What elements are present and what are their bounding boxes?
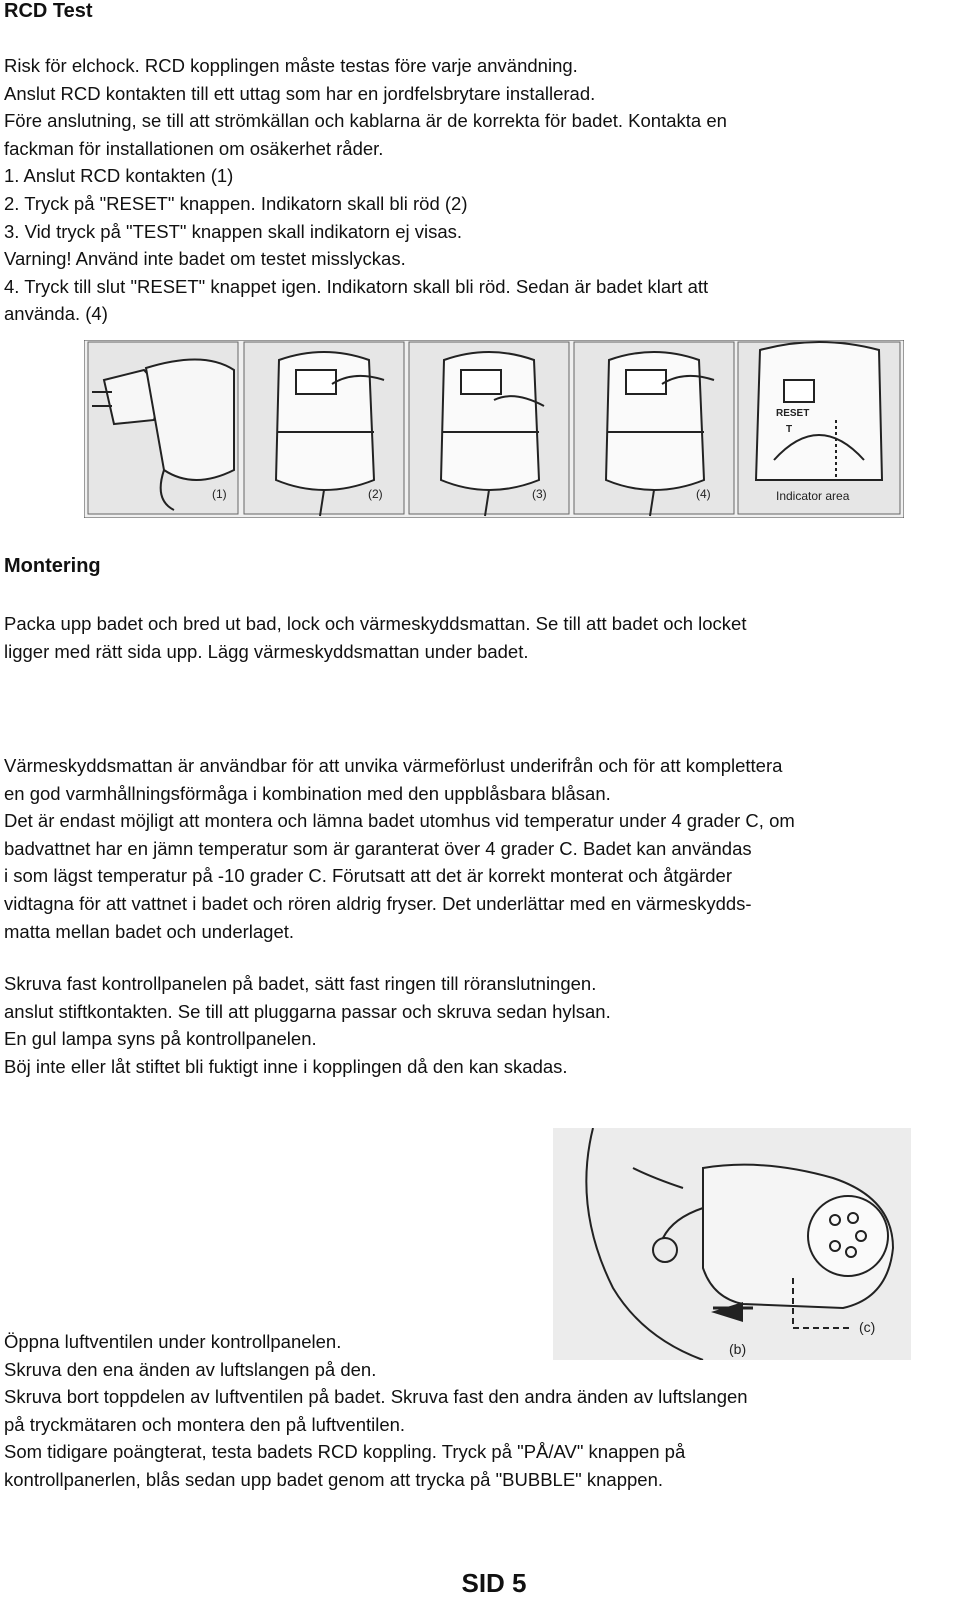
label-b: (b) xyxy=(729,1341,747,1357)
montering-paragraph-4 xyxy=(4,1328,748,1494)
reset-label: RESET xyxy=(776,408,810,419)
text-line: Packa upp badet och bred ut bad, lock och värmeskyddsmattan. Se till att badet och locket xyxy=(4,613,747,634)
text-line: en god varmhållningsförmåga i kombination med den uppblåsbara blåsan. xyxy=(4,782,611,804)
text-line: badvattnet har en jämn temperatur som är garanterat över 4 grader C. Badet kan användas xyxy=(4,837,752,859)
text-line: 3. Vid tryck på "TEST" knappen skall indikatorn ej visas. xyxy=(4,220,463,242)
text-line: Värmeskyddsmattan är användbar för att unvika värmeförlust underifrån och för att komplettera xyxy=(4,755,783,776)
text-line: Det är endast möjligt att montera och lämna badet utomhus vid temperatur under 4 grader C, om xyxy=(4,810,795,832)
text-line: Före anslutning, se till att strömkällan och kablarna är de korrekta för badet. Kontakta en xyxy=(4,110,727,132)
text-line: 4. Tryck till slut "RESET" knappet igen. Indikatorn skall bli röd. Sedan är badet klart att xyxy=(4,275,709,297)
text-line: fackman för installationen om osäkerhet råder. xyxy=(4,137,384,159)
text-line: använda. (4) xyxy=(4,303,108,325)
text-line: Varning! Använd inte badet om testet misslyckas. xyxy=(4,248,406,270)
text-line: Risk för elchock. RCD kopplingen måste testas före varje användning. xyxy=(4,55,578,76)
rcd-test-figure xyxy=(84,340,904,518)
text-line: matta mellan badet och underlaget. xyxy=(4,920,295,942)
text-line: vidtagna för att vattnet i badet och rören aldrig fryser. Det underlättar med en värmeskydds- xyxy=(4,892,752,914)
control-panel-figure xyxy=(553,1128,911,1360)
label-c: (c) xyxy=(859,1319,876,1335)
text-line: Skruva fast kontrollpanelen på badet, sätt fast ringen till röranslutningen. xyxy=(4,973,597,994)
text-line: 2. Tryck på "RESET" knappen. Indikatorn skall bli röd (2) xyxy=(4,192,468,214)
text-line: i som lägst temperatur på -10 grader C. Förutsatt att det är korrekt monterat och åtgärder xyxy=(4,865,732,887)
text-line: ligger med rätt sida upp. Lägg värmeskyddsmattan under badet. xyxy=(4,640,529,662)
montering-paragraph-1 xyxy=(4,610,746,665)
text-line: En gul lampa syns på kontrollpanelen. xyxy=(4,1028,317,1050)
text-line: Skruva bort toppdelen av luftventilen på badet. Skruva fast den andra änden av luftslangen xyxy=(4,1386,748,1408)
text-line: Som tidigare poängterat, testa badets RCD koppling. Tryck på "PÅ/AV" knappen på xyxy=(4,1441,686,1463)
text-line: 1. Anslut RCD kontakten (1) xyxy=(4,165,234,187)
panel-label-3: (3) xyxy=(532,487,547,501)
text-line: anslut stiftkontakten. Se till att pluggarna passar och skruva sedan hylsan. xyxy=(4,1000,611,1022)
page-number: SID 5 xyxy=(461,1568,527,1598)
montering-paragraph-3 xyxy=(4,970,611,1080)
text-line: Skruva den ena änden av luftslangen på den. xyxy=(4,1358,377,1380)
rcd-heading: RCD Test xyxy=(4,0,93,22)
montering-heading: Montering xyxy=(4,555,101,577)
panel-label-4: (4) xyxy=(696,487,711,501)
panel-label-2: (2) xyxy=(368,487,383,501)
text-line: på tryckmätaren och montera den på luftventilen. xyxy=(4,1413,406,1435)
indicator-area-label: Indicator area xyxy=(776,489,850,503)
text-line: kontrollpanerlen, blås sedan upp badet genom att trycka på "BUBBLE" knappen. xyxy=(4,1468,663,1490)
text-line: Böj inte eller låt stiftet bli fuktigt inne i kopplingen då den kan skadas. xyxy=(4,1055,568,1077)
rcd-paragraph xyxy=(4,52,727,328)
text-line: Öppna luftventilen under kontrollpanelen. xyxy=(4,1331,342,1352)
montering-paragraph-2 xyxy=(4,752,795,945)
t-label: T xyxy=(786,424,793,435)
text-line: Anslut RCD kontakten till ett uttag som har en jordfelsbrytare installerad. xyxy=(4,82,596,104)
panel-label-1: (1) xyxy=(212,487,227,501)
